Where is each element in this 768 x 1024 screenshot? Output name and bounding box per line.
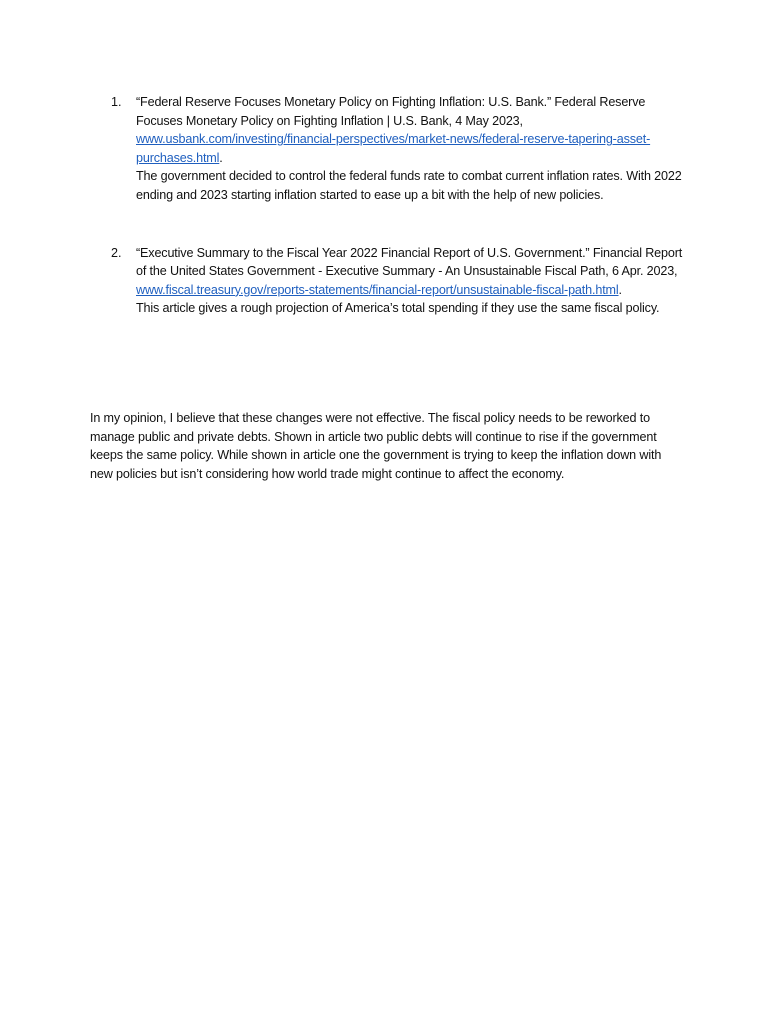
reference-citation: “Federal Reserve Focuses Monetary Policy on Fighting Inflation: U.S. Bank.” Federal Reserve Focuses Monetary Policy on Fighting Inflation | U.S. Bank, 4 May 2023, <box>136 95 646 128</box>
reference-list <box>111 93 691 318</box>
reference-body <box>136 244 691 318</box>
reference-link-suffix: . <box>219 150 223 165</box>
opinion-paragraph: In my opinion, I believe that these changes were not effective. The fiscal policy needs to be reworked to manage public and private debts. Shown in article two public debts will continue to rise if the government keeps the same policy. While shown in article one the government is trying to keep the inflation down with new policies but isn’t considering how world trade might continue to affect the economy. <box>90 410 662 482</box>
reference-number: 1. <box>111 95 122 109</box>
reference-link[interactable]: www.fiscal.treasury.gov/reports-statements/financial-report/unsustainable-fiscal-path.html <box>136 282 619 297</box>
reference-link-suffix: . <box>618 282 622 297</box>
reference-summary: The government decided to control the federal funds rate to combat current inflation rates. With 2022 ending and 2023 starting inflation started to ease up a bit with the help of new policies. <box>136 169 682 202</box>
reference-item-1 <box>111 93 691 205</box>
reference-body <box>136 93 691 205</box>
reference-citation: “Executive Summary to the Fiscal Year 2022 Financial Report of U.S. Government.” Financial Report of the United States Government - Executive Summary - An Unsustainable Fiscal Path, 6 Apr. 2023, <box>136 245 683 279</box>
reference-item-2 <box>111 244 691 318</box>
reference-number: 2. <box>111 245 122 260</box>
reference-summary: This article gives a rough projection of America’s total spending if they use the same fiscal policy. <box>136 301 660 316</box>
reference-link[interactable]: www.usbank.com/investing/financial-perspectives/market-news/federal-reserve-tapering-asset-purchases.html <box>136 132 651 165</box>
